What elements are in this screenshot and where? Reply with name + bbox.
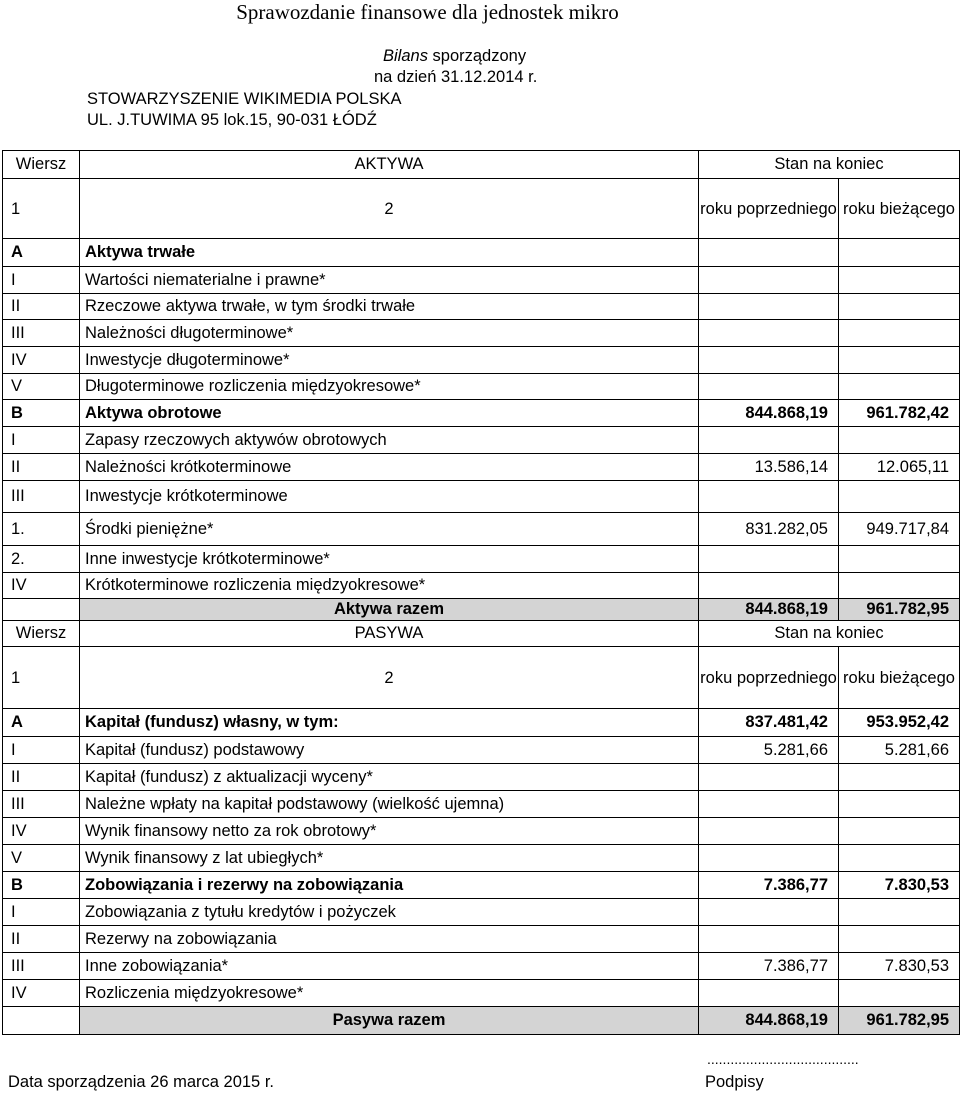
aktywa-total-label: Aktywa razem xyxy=(80,599,699,621)
current-year-header: roku bieżącego xyxy=(839,647,960,709)
row-value-prev: 831.282,05 xyxy=(699,513,839,546)
row-label: Aktywa trwałe xyxy=(80,239,699,267)
row-label: Inne inwestycje krótkoterminowe* xyxy=(80,546,699,573)
row-label: Długoterminowe rozliczenia międzyokresowe* xyxy=(80,374,699,400)
row-label: Należności długoterminowe* xyxy=(80,320,699,347)
table-row xyxy=(3,320,960,347)
row-code: I xyxy=(3,737,80,764)
row-value-prev xyxy=(699,764,839,791)
row-code: III xyxy=(3,481,80,513)
row-value-prev: 837.481,42 xyxy=(699,709,839,737)
row-code: B xyxy=(3,400,80,427)
row-value-prev: 5.281,66 xyxy=(699,737,839,764)
bilans-line xyxy=(383,46,526,66)
row-value-prev xyxy=(699,926,839,953)
column-1-header: 1 xyxy=(3,647,80,709)
pasywa-total-row xyxy=(3,1007,960,1035)
row-value-curr xyxy=(839,546,960,573)
table-row xyxy=(3,513,960,546)
row-code: A xyxy=(3,709,80,737)
table-row xyxy=(3,481,960,513)
pasywa-subheader-row xyxy=(3,647,960,709)
aktywa-subheader-row xyxy=(3,179,960,239)
row-label: Krótkoterminowe rozliczenia międzyokresowe* xyxy=(80,573,699,599)
row-value-prev xyxy=(699,294,839,320)
row-value-prev xyxy=(699,845,839,872)
row-value-curr xyxy=(839,267,960,294)
table-row xyxy=(3,791,960,818)
table-row xyxy=(3,764,960,791)
row-value-curr: 7.830,53 xyxy=(839,872,960,899)
wiersz-header: Wiersz xyxy=(3,151,80,179)
table-row xyxy=(3,546,960,573)
row-label: Inwestycje krótkoterminowe xyxy=(80,481,699,513)
row-value-curr xyxy=(839,845,960,872)
aktywa-total-curr: 961.782,95 xyxy=(839,599,960,621)
aktywa-header-row xyxy=(3,151,960,179)
row-value-prev: 7.386,77 xyxy=(699,872,839,899)
pasywa-total-section xyxy=(3,1007,960,1035)
row-value-curr: 12.065,11 xyxy=(839,454,960,481)
pasywa-header-row xyxy=(3,621,960,647)
organization-name: STOWARZYSZENIE WIKIMEDIA POLSKA xyxy=(87,90,402,108)
row-code: III xyxy=(3,953,80,980)
table-row xyxy=(3,374,960,400)
row-label: Rzeczowe aktywa trwałe, w tym środki trwałe xyxy=(80,294,699,320)
row-label: Kapitał (fundusz) z aktualizacji wyceny* xyxy=(80,764,699,791)
table-row xyxy=(3,400,960,427)
current-year-header: roku bieżącego xyxy=(839,179,960,239)
row-value-curr xyxy=(839,427,960,454)
aktywa-title: AKTYWA xyxy=(80,151,699,179)
pasywa-total-prev: 844.868,19 xyxy=(699,1007,839,1035)
previous-year-header: roku poprzedniego xyxy=(699,179,839,239)
table-row xyxy=(3,427,960,454)
row-value-curr xyxy=(839,818,960,845)
organization-address: UL. J.TUWIMA 95 lok.15, 90-031 ŁÓDŹ xyxy=(87,111,377,129)
table-row xyxy=(3,953,960,980)
row-value-curr: 949.717,84 xyxy=(839,513,960,546)
row-value-curr xyxy=(839,374,960,400)
row-value-prev xyxy=(699,818,839,845)
row-label: Aktywa obrotowe xyxy=(80,400,699,427)
aktywa-total-section xyxy=(3,599,960,621)
row-value-curr xyxy=(839,294,960,320)
table-row xyxy=(3,818,960,845)
row-code: V xyxy=(3,374,80,400)
pasywa-section xyxy=(3,621,960,1007)
row-code: IV xyxy=(3,818,80,845)
row-value-prev xyxy=(699,320,839,347)
table-row xyxy=(3,573,960,599)
aktywa-section xyxy=(3,151,960,599)
row-label: Rezerwy na zobowiązania xyxy=(80,926,699,953)
row-code: V xyxy=(3,845,80,872)
row-value-curr xyxy=(839,573,960,599)
bilans-rest: sporządzony xyxy=(427,47,527,65)
row-value-prev xyxy=(699,239,839,267)
table-row xyxy=(3,454,960,481)
row-code: 2. xyxy=(3,546,80,573)
column-2-header: 2 xyxy=(80,179,699,239)
row-label: Należności krótkoterminowe xyxy=(80,454,699,481)
bilans-label: Bilans xyxy=(383,47,428,65)
row-code: II xyxy=(3,294,80,320)
row-code: II xyxy=(3,764,80,791)
row-value-prev xyxy=(699,791,839,818)
row-code: I xyxy=(3,267,80,294)
stan-na-koniec-header: Stan na koniec xyxy=(699,621,960,647)
row-value-curr: 961.782,42 xyxy=(839,400,960,427)
row-value-prev xyxy=(699,427,839,454)
report-date: na dzień 31.12.2014 r. xyxy=(374,68,538,86)
table-row xyxy=(3,239,960,267)
table-row xyxy=(3,980,960,1007)
row-label: Środki pieniężne* xyxy=(80,513,699,546)
wiersz-header: Wiersz xyxy=(3,621,80,647)
signature-dots: ....................................... xyxy=(707,1051,859,1067)
row-value-prev xyxy=(699,347,839,374)
signatures-label: Podpisy xyxy=(705,1073,764,1091)
row-code: III xyxy=(3,791,80,818)
table-row xyxy=(3,845,960,872)
preparation-date: Data sporządzenia 26 marca 2015 r. xyxy=(8,1073,274,1091)
row-label: Wartości niematerialne i prawne* xyxy=(80,267,699,294)
row-value-curr xyxy=(839,980,960,1007)
row-label: Kapitał (fundusz) podstawowy xyxy=(80,737,699,764)
pasywa-title: PASYWA xyxy=(80,621,699,647)
row-value-prev xyxy=(699,267,839,294)
row-value-prev: 7.386,77 xyxy=(699,953,839,980)
row-code: A xyxy=(3,239,80,267)
row-code: III xyxy=(3,320,80,347)
row-value-prev xyxy=(699,899,839,926)
row-value-curr xyxy=(839,791,960,818)
row-label: Kapitał (fundusz) własny, w tym: xyxy=(80,709,699,737)
row-value-curr: 5.281,66 xyxy=(839,737,960,764)
row-code: IV xyxy=(3,573,80,599)
row-value-prev xyxy=(699,546,839,573)
row-label: Rozliczenia międzyokresowe* xyxy=(80,980,699,1007)
row-label: Zapasy rzeczowych aktywów obrotowych xyxy=(80,427,699,454)
row-value-curr: 953.952,42 xyxy=(839,709,960,737)
row-label: Należne wpłaty na kapitał podstawowy (wielkość ujemna) xyxy=(80,791,699,818)
row-code: I xyxy=(3,899,80,926)
row-value-curr xyxy=(839,899,960,926)
row-value-curr xyxy=(839,926,960,953)
row-value-curr xyxy=(839,320,960,347)
row-value-curr xyxy=(839,347,960,374)
row-code: IV xyxy=(3,347,80,374)
row-code: II xyxy=(3,454,80,481)
stan-na-koniec-header: Stan na koniec xyxy=(699,151,960,179)
row-value-curr: 7.830,53 xyxy=(839,953,960,980)
row-value-curr xyxy=(839,239,960,267)
table-row xyxy=(3,709,960,737)
row-code: 1. xyxy=(3,513,80,546)
row-label: Inne zobowiązania* xyxy=(80,953,699,980)
row-value-prev xyxy=(699,481,839,513)
row-value-curr xyxy=(839,764,960,791)
table-row xyxy=(3,926,960,953)
table-row xyxy=(3,347,960,374)
row-code: B xyxy=(3,872,80,899)
table-row xyxy=(3,267,960,294)
pasywa-total-label: Pasywa razem xyxy=(80,1007,699,1035)
report-title: Sprawozdanie finansowe dla jednostek mikro xyxy=(236,0,619,24)
row-code: IV xyxy=(3,980,80,1007)
row-label: Inwestycje długoterminowe* xyxy=(80,347,699,374)
row-label: Zobowiązania z tytułu kredytów i pożyczek xyxy=(80,899,699,926)
row-value-prev xyxy=(699,374,839,400)
column-2-header: 2 xyxy=(80,647,699,709)
aktywa-total-prev: 844.868,19 xyxy=(699,599,839,621)
table-row xyxy=(3,294,960,320)
row-value-curr xyxy=(839,481,960,513)
row-label: Wynik finansowy z lat ubiegłych* xyxy=(80,845,699,872)
row-label: Zobowiązania i rezerwy na zobowiązania xyxy=(80,872,699,899)
row-value-prev: 844.868,19 xyxy=(699,400,839,427)
row-value-prev xyxy=(699,573,839,599)
table-row xyxy=(3,737,960,764)
balance-sheet-table xyxy=(2,150,960,1035)
pasywa-total-curr: 961.782,95 xyxy=(839,1007,960,1035)
row-value-prev xyxy=(699,980,839,1007)
aktywa-total-row xyxy=(3,599,960,621)
table-row xyxy=(3,872,960,899)
column-1-header: 1 xyxy=(3,179,80,239)
row-code: I xyxy=(3,427,80,454)
row-value-prev: 13.586,14 xyxy=(699,454,839,481)
row-label: Wynik finansowy netto za rok obrotowy* xyxy=(80,818,699,845)
row-code: II xyxy=(3,926,80,953)
previous-year-header: roku poprzedniego xyxy=(699,647,839,709)
table-row xyxy=(3,899,960,926)
